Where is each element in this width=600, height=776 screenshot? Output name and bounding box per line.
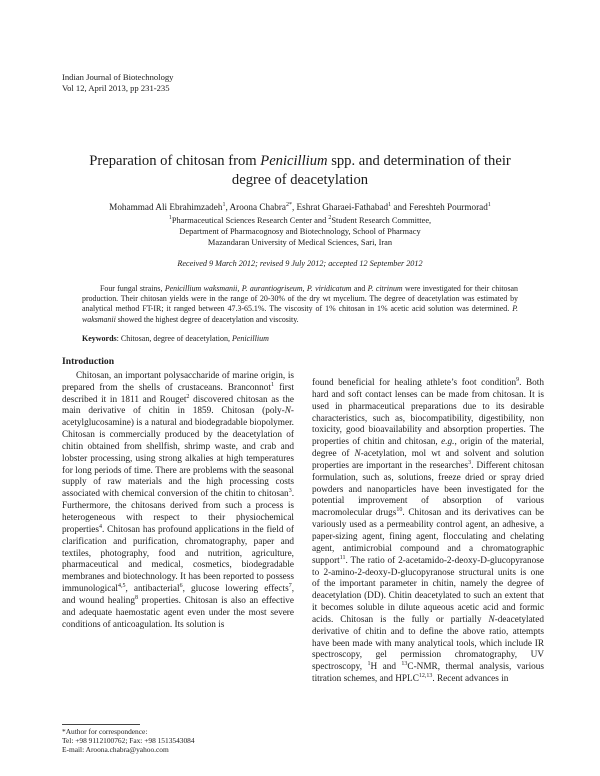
paper-title	[60, 152, 540, 190]
body-text: , and wound healing	[62, 584, 294, 606]
reference-mark: 10	[396, 507, 403, 514]
abstract-text: Four fungal strains,	[100, 284, 165, 293]
body-italic: N	[354, 449, 361, 460]
correspondence-footnote	[62, 727, 195, 754]
body-text: -deacetylated derivative of chitin and to define the above ratio, attempts have been made with many analytical tools, which include IR spectroscopy, gel permission chromatography, UV spectroscopy,	[312, 614, 544, 673]
section-heading: Introduction	[62, 356, 115, 367]
reference-mark: 6	[179, 582, 183, 589]
body-text: . Furthermore, the chitosans derived from such a process is heterogeneous with respect to their physiochemical properties	[62, 489, 294, 535]
isotope-mark: 13	[401, 661, 408, 668]
affil-mark: 1	[168, 215, 172, 222]
species-name: P. viridicatum	[306, 284, 352, 293]
keywords-genus: Penicillium	[231, 334, 269, 343]
keywords	[82, 334, 518, 344]
body-text: C-NMR, thermal analysis, various titration schemes, and HPLC	[312, 662, 544, 685]
body-text: . The ratio of 2-acetamido-2-deoxy-D-glucopyranose to 2-amino-2-deoxy-D-glucopyranose structural units is one of the important parameter in chitin, namely the degree of deacetylation (DD). Chitin deacetylated to such an extent that it becomes soluble in dilute aqueous acetic acid and formic acids. Chitosan is the fully or partially	[312, 555, 544, 625]
reference-mark: 3	[288, 488, 292, 495]
reference-mark: 1	[271, 381, 275, 388]
title-text: spp. and determination of their	[327, 153, 511, 169]
title-genus: Penicillium	[260, 153, 328, 169]
separator: ,	[291, 202, 297, 212]
body-text: . Recent advances in	[432, 674, 509, 685]
title-text: Preparation of chitosan from	[89, 153, 261, 169]
reference-mark: 3	[468, 459, 472, 466]
footnote-email: E-mail: Aroona.chabra@yahoo.com	[62, 745, 169, 754]
affiliation-line-2: Department of Pharmacognosy and Biotechnology, School of Pharmacy	[179, 227, 421, 236]
abstract-text: and	[351, 284, 368, 293]
affiliations	[60, 215, 540, 248]
journal-name: Indian Journal of Biotechnology	[62, 72, 174, 82]
abstract-text: ,	[237, 284, 242, 293]
body-text: -acetylation, mol wt and solvent and solution properties are important in the researches	[312, 449, 544, 471]
footnote-label: *Author for correspondence:	[62, 727, 148, 736]
body-text: . Chitosan has profound applications in the field of clarification and purification, chromatography, paper and textiles, photography, food and nutrition, agriculture, pharmaceutical and medical, cosmetics, biodegradable membranes and biotechnology. It has been reported to possess immunological	[62, 524, 294, 595]
intro-paragraph	[62, 371, 294, 632]
abstract-text: were investigated for their chitosan production. Their chitosan yields were in the range of 20-30% of the dry wt mycelium. The degree of deacetylation was estimated by analytical method FT-IR; it ranged between 47.3-65.1%. The viscosity of 1% chitosan in 1% acetic acid solution was determined.	[82, 284, 518, 314]
submission-dates: Received 9 March 2012; revised 9 July 2012; accepted 12 September 2012	[177, 259, 423, 268]
corresponding-mark: *	[288, 201, 292, 208]
journal-issue: Vol 12, April 2013, pp 231-235	[62, 83, 170, 93]
body-text: , antibacterial	[125, 584, 180, 595]
author-name: Mohammad Ali Ebrahimzadeh	[109, 202, 223, 212]
affil-mark: 1	[222, 201, 226, 208]
title-line-2: degree of deacetylation	[231, 172, 369, 188]
affiliation-line-1	[60, 215, 540, 226]
author-name: Aroona Chabra	[229, 202, 286, 212]
right-column	[312, 378, 544, 686]
keywords-text: : Chitosan, degree of deacetylation,	[116, 334, 232, 343]
body-text: first described it in 1811 and Rouget	[62, 382, 294, 405]
body-text: properties. Chitosan is also an effective and adequate haemostatic agent even under the most severe conditions of anticoagulation. Its solution is	[62, 595, 294, 630]
body-text: . Different chitosan formulation, such as, solutions, freeze dried or spray dried powders and nanoparticles have been investigated for the potential improvement of absorption of various macromolecular drugs	[312, 460, 544, 519]
body-text: . Chitosan and its derivatives can be variously used as a permeability control agent, an adhesive, a paper-sizing agent, fining agent, flocculating and chelating agent, antimicrobial compound and a chromatographic support	[312, 508, 544, 566]
affil-text: Pharmaceutical Sciences Research Center and	[171, 216, 329, 225]
body-text: Chitosan, an important polysaccharide of marine origin, is prepared from the shells of crustaceans. Branconnot	[62, 370, 294, 393]
author-name: Eshrat Gharaei-Fathabad	[296, 202, 389, 212]
species-name: P. aurantiogriseum	[241, 284, 303, 293]
footnote-divider	[62, 724, 140, 725]
reference-mark: 11	[339, 554, 346, 561]
separator: ,	[225, 202, 230, 212]
reference-mark: 2	[186, 393, 190, 400]
affil-mark: 1	[487, 201, 491, 208]
reference-mark: 4,5	[118, 582, 126, 589]
reference-mark: 7	[288, 582, 292, 589]
species-name: Penicillium waksmanii	[164, 284, 238, 293]
body-italic: N	[488, 614, 495, 625]
body-text: found beneficial for healing athlete’s foot condition	[312, 378, 517, 388]
body-italic: N	[284, 406, 291, 417]
affil-mark: 2	[328, 215, 332, 222]
affil-mark: 1	[388, 201, 392, 208]
body-paragraph	[312, 378, 544, 686]
footnote-phone: Tel: +98 9112100762; Fax: +98 1513543084	[62, 736, 195, 745]
body-text: -acetylglucosamine) is a natural and biodegradable biopolymer. Chitosan is commercially produced by the deacetylation of chitin obtained from shellfish, shrimp waste, and crab and lobster processing, using strong alkalies at high temperatures for long periods of time. There are problems with the seasonal supply of raw materials and the high processing costs associated with chemical conversion of the chitin to chitosan	[62, 406, 294, 500]
body-text: , origin of the material, degree of	[312, 437, 544, 460]
body-text: , glucose lowering effects	[182, 584, 289, 595]
abstract-text: ,	[302, 284, 307, 293]
author-name: Fereshteh Pourmorad	[408, 202, 488, 212]
affil-number: 2	[285, 201, 289, 208]
author-list	[40, 201, 560, 213]
reference-mark: 9	[516, 376, 520, 383]
title-line-1	[60, 152, 540, 171]
body-text: discovered chitosan as the main derivative of chitin in 1859. Chitosan (poly-	[62, 394, 294, 417]
journal-header	[62, 72, 173, 94]
abstract	[82, 284, 518, 325]
separator: and	[391, 202, 409, 212]
reference-mark: 12,13	[418, 673, 433, 680]
left-column	[62, 356, 294, 631]
affiliation-line-3: Mazandaran University of Medical Sciences, Sari, Iran	[207, 238, 393, 247]
species-name: P. citrinum	[367, 284, 403, 293]
affil-text: Student Research Committee,	[331, 216, 432, 225]
body-text: H and	[370, 662, 402, 673]
isotope-mark: 1	[367, 661, 371, 668]
reference-mark: 4	[99, 523, 102, 530]
reference-mark: 8	[135, 594, 139, 601]
abstract-text: showed the highest degree of deacetylation and viscosity.	[115, 314, 299, 324]
species-name: P. waksmanii	[82, 304, 518, 324]
keywords-label: Keywords	[82, 334, 117, 343]
body-text: . Both hard and soft contact lenses can be made from chitosan. It is used in pharmaceutical preparations due to its desirable characteristics, such as, biocompatibility, digestibility, non toxicity, good bioavailability and absorption properties. The properties of chitin and chitosan,	[312, 378, 544, 448]
body-italic: e.g.	[441, 437, 455, 448]
